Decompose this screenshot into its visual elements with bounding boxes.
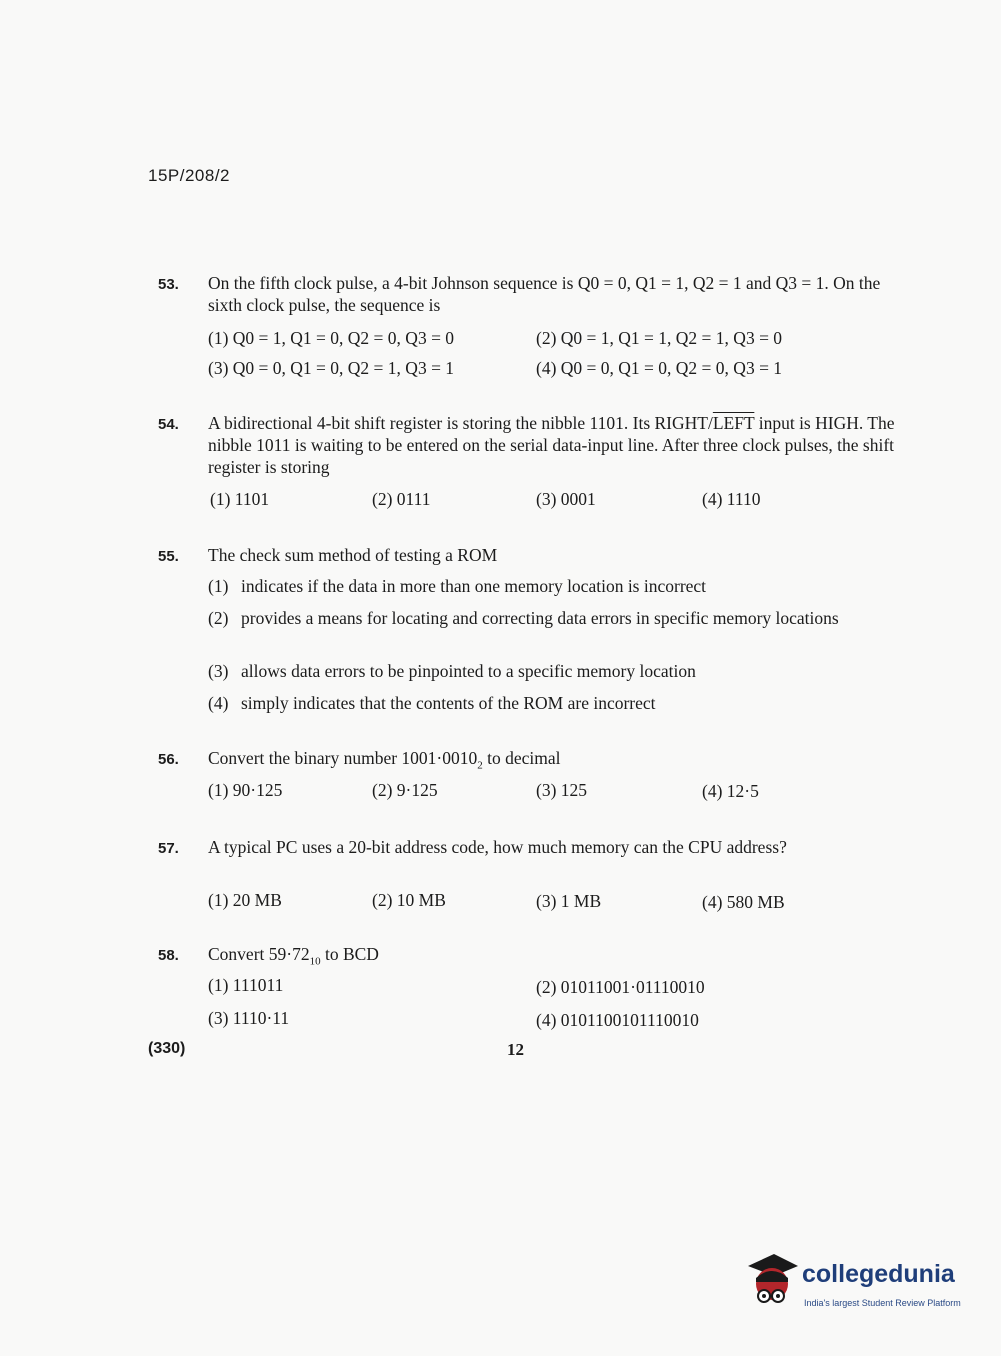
q58-base: 10: [309, 955, 321, 968]
collegedunia-logo: [744, 1250, 974, 1320]
q53-option-2: (2) Q0 = 1, Q1 = 1, Q2 = 1, Q3 = 0: [536, 328, 783, 348]
q54-option-4: (4) 1110: [702, 489, 761, 509]
question-number: 54.: [158, 416, 179, 433]
q53-option-1: (1) Q0 = 1, Q1 = 0, Q2 = 0, Q3 = 0: [208, 328, 455, 348]
question-text: [208, 272, 898, 316]
q57-option-1: (1) 20 MB: [208, 890, 282, 910]
question-number: 53.: [158, 276, 179, 293]
logo-tagline: India's largest Student Review Platform: [804, 1298, 961, 1308]
q57-option-2: (2) 10 MB: [372, 890, 446, 910]
q54-option-2: (2) 0111: [372, 489, 431, 509]
q54-text-over: LEFT: [712, 413, 755, 433]
q56-option-3: (3) 125: [536, 780, 588, 800]
q55-option-1: [208, 576, 898, 597]
q57-option-4: (4) 580 MB: [702, 892, 785, 912]
question-text: [208, 943, 898, 973]
q58-text: Convert 59·72: [208, 944, 310, 964]
q57-option-3: (3) 1 MB: [536, 891, 602, 911]
q55-option-2: [208, 608, 898, 629]
question-text: [208, 412, 898, 478]
option-text: provides a means for locating and correcting data errors in specific memory locations: [241, 608, 839, 628]
option-number: (1): [208, 576, 229, 596]
q56-text: Convert the binary number 1001·0010: [208, 748, 478, 768]
q56-base: 2: [477, 759, 483, 772]
q56-option-4: (4) 12·5: [702, 781, 759, 801]
q55-option-4: [208, 693, 898, 714]
option-number: (4): [208, 693, 229, 713]
q54-text-b: input is HIGH. The nibble 1011 is waiting to be entered on the serial data-input line. After three clock pulses, the shift register is storing: [208, 413, 895, 477]
question-text: A typical PC uses a 20-bit address code, how much memory can the CPU address?: [208, 837, 787, 857]
question-text: The check sum method of testing a ROM: [208, 545, 498, 565]
mascot-icon: [744, 1250, 800, 1312]
q53-option-4: (4) Q0 = 0, Q1 = 0, Q2 = 0, Q3 = 1: [536, 358, 783, 378]
logo-name: collegedunia: [802, 1260, 955, 1288]
option-number: (2): [208, 608, 229, 628]
q58-text-end: to BCD: [320, 944, 379, 964]
q58-option-2: (2) 01011001·01110010: [536, 977, 705, 997]
option-number: (3): [208, 661, 229, 681]
q54-option-3: (3) 0001: [536, 489, 596, 509]
question-number: 57.: [158, 840, 179, 857]
question-number: 58.: [158, 947, 179, 964]
q56-text-end: to decimal: [482, 748, 561, 768]
question-text: [208, 747, 898, 777]
question-number: 56.: [158, 751, 179, 768]
option-text: indicates if the data in more than one memory location is incorrect: [241, 576, 707, 596]
question-number: 55.: [158, 548, 179, 565]
q56-option-2: (2) 9·125: [372, 780, 438, 800]
q53-text: On the fifth clock pulse, a 4-bit Johnson sequence is Q0 = 0, Q1 = 1, Q2 = 1 and Q3 = 1. On the sixth clock pulse, the sequence is: [208, 273, 881, 315]
q55-option-3: [208, 661, 898, 682]
q54-text-a: A bidirectional 4-bit shift register is storing the nibble 1101. Its RIGHT/: [208, 413, 713, 433]
option-text: simply indicates that the contents of the ROM are incorrect: [241, 693, 656, 713]
q58-option-1: (1) 111011: [208, 975, 284, 995]
q58-option-4: (4) 0101100101110010: [536, 1010, 699, 1030]
q56-option-1: (1) 90·125: [208, 780, 283, 800]
q58-option-3: (3) 1110·11: [208, 1008, 290, 1028]
page-number: 12: [507, 1040, 524, 1059]
q54-option-1: (1) 1101: [210, 489, 270, 509]
footer-code: (330): [148, 1040, 186, 1057]
q53-option-3: (3) Q0 = 0, Q1 = 0, Q2 = 1, Q3 = 1: [208, 358, 455, 378]
option-text: allows data errors to be pinpointed to a specific memory location: [241, 661, 696, 681]
paper-code: 15P/208/2: [148, 166, 231, 185]
